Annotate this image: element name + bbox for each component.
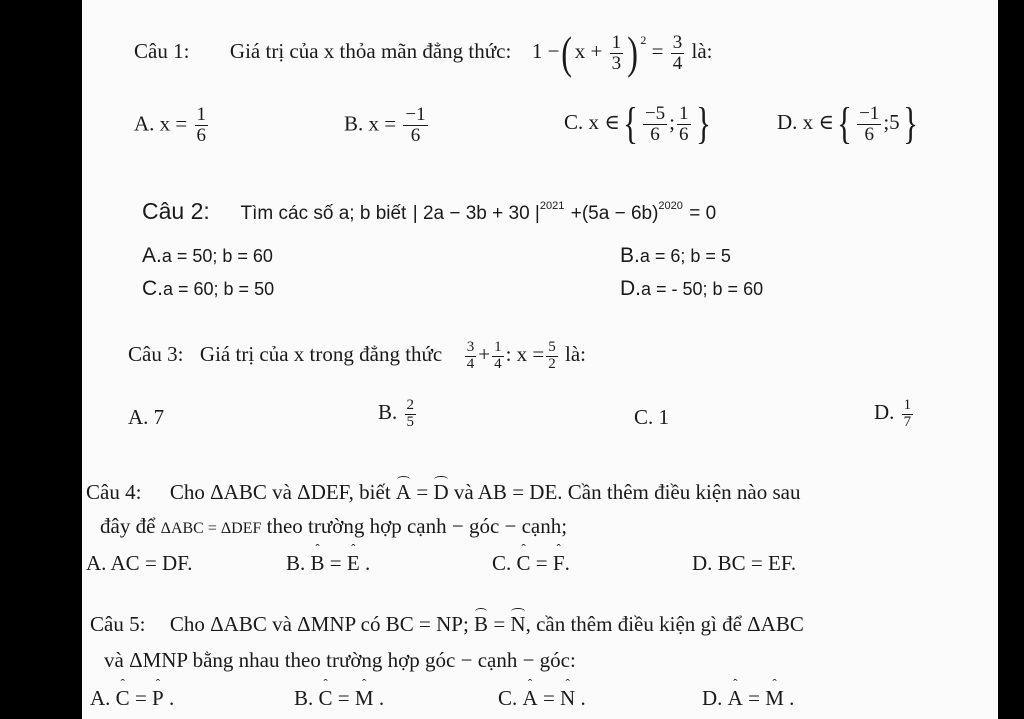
question-4-line-2: đây để ΔABC = ΔDEF theo trường hợp cạnh − góc − cạnh;: [100, 514, 568, 538]
q3-option-b: B. $\frac{2}{5}$: [378, 397, 415, 430]
question-1-text: Giá trị của x thỏa mãn đẳng thức:: [229, 38, 512, 63]
q3-option-a: A. 7: [128, 405, 165, 429]
q1-eq-left: 1 −: [531, 38, 560, 63]
question-1-label: Câu 1:: [134, 38, 190, 63]
question-2-text: Tìm các số a; b biết: [240, 203, 407, 224]
q1-option-d: D. x ∈{ $\frac{-1}{6}$ ;5}: [777, 99, 918, 148]
q2-option-d: D.a = - 50; b = 60: [620, 277, 764, 300]
q1-equals: =: [651, 38, 664, 63]
q5-option-b: B. ˆ C = ˆ M .: [294, 688, 384, 709]
q1-tail: là:: [691, 38, 713, 63]
q3-option-c: C. 1: [634, 405, 670, 429]
q2-option-b: B.a = 6; b = 5: [620, 244, 731, 267]
question-5-line-2: và ΔMNP bằng nhau theo trường hợp góc − cạnh − góc:: [104, 648, 576, 672]
q2-option-a: A.a = 50; b = 60: [142, 244, 273, 267]
q4-option-a: A. AC = DF.: [86, 551, 193, 575]
question-5-label: Câu 5:: [90, 612, 146, 636]
q3-option-d: D. $\frac{1}{7}$: [874, 397, 912, 430]
q1-option-a: A. x = $\frac{1}{6}$: [134, 104, 207, 146]
q1-option-c: C. x ∈{ $\frac{-5}{6}$ ; $\frac{1}{6}$ }: [564, 99, 711, 148]
q4-option-c: C. ˆ C = ˆ F.: [492, 553, 570, 574]
question-3-text: Giá trị của x trong đẳng thức: [199, 342, 443, 367]
q4-option-b: B. ˆ B = ˆ E .: [286, 553, 370, 574]
question-2: Câu 2: Tìm các số a; b biết | 2a − 3b + 30 $|^{2021} +(5a - 6b)^{2020} = 0$: [142, 198, 717, 224]
question-2-label: Câu 2:: [142, 198, 210, 224]
q2-expr-2: +(5a − 6b): [570, 203, 659, 224]
q1-option-b: B. x = $\frac{-1}{6}$: [344, 104, 426, 146]
q5-option-a: A. ˆ C = ˆ P .: [90, 688, 174, 709]
q2-option-c: C.a = 60; b = 50: [142, 277, 275, 300]
question-3-label: Câu 3:: [128, 342, 184, 367]
angle-b: B: [474, 612, 489, 636]
q2-rhs: = 0: [689, 203, 717, 224]
q1-x-plus: x +: [574, 38, 603, 63]
worksheet-page: [82, 0, 998, 719]
q5-option-c: C. ˆ A = ˆ N .: [498, 688, 586, 709]
q1-fraction-2: $\frac{3}{4}$: [672, 31, 683, 74]
angle-n: N: [510, 612, 526, 636]
question-1: Câu 1: Giá trị của x thỏa mãn đẳng thức: 1 −( x + $\frac{1}{3}$ ) $^2$ = $\frac{3}{4}$ là:: [134, 27, 713, 78]
q2-expr-1: | 2a − 3b + 30 |: [412, 203, 540, 224]
q1-fraction-1: $\frac{1}{3}$: [611, 31, 622, 74]
question-3: Câu 3: Giá trị của x trong đẳng thức $\frac{3}{4}$ + $\frac{1}{4}$ : x = $\frac{5}{2}$ là:: [128, 339, 587, 372]
question-5: Câu 5: Cho ΔABC và ΔMNP có BC = NP; B = N, cần thêm điều kiện gì để ΔABC: [90, 612, 804, 636]
q4-option-d: D. BC = EF.: [692, 551, 797, 575]
angle-d: D: [433, 480, 449, 504]
question-4: Câu 4: Cho ΔABC và ΔDEF, biết A = D và AB = DE. Cần thêm điều kiện nào sau: [86, 480, 801, 504]
angle-a: A: [395, 480, 412, 504]
q5-option-d: D. ˆ A = ˆ M .: [702, 688, 794, 709]
q1-exponent: 2: [640, 32, 647, 47]
question-4-label: Câu 4:: [86, 480, 142, 504]
